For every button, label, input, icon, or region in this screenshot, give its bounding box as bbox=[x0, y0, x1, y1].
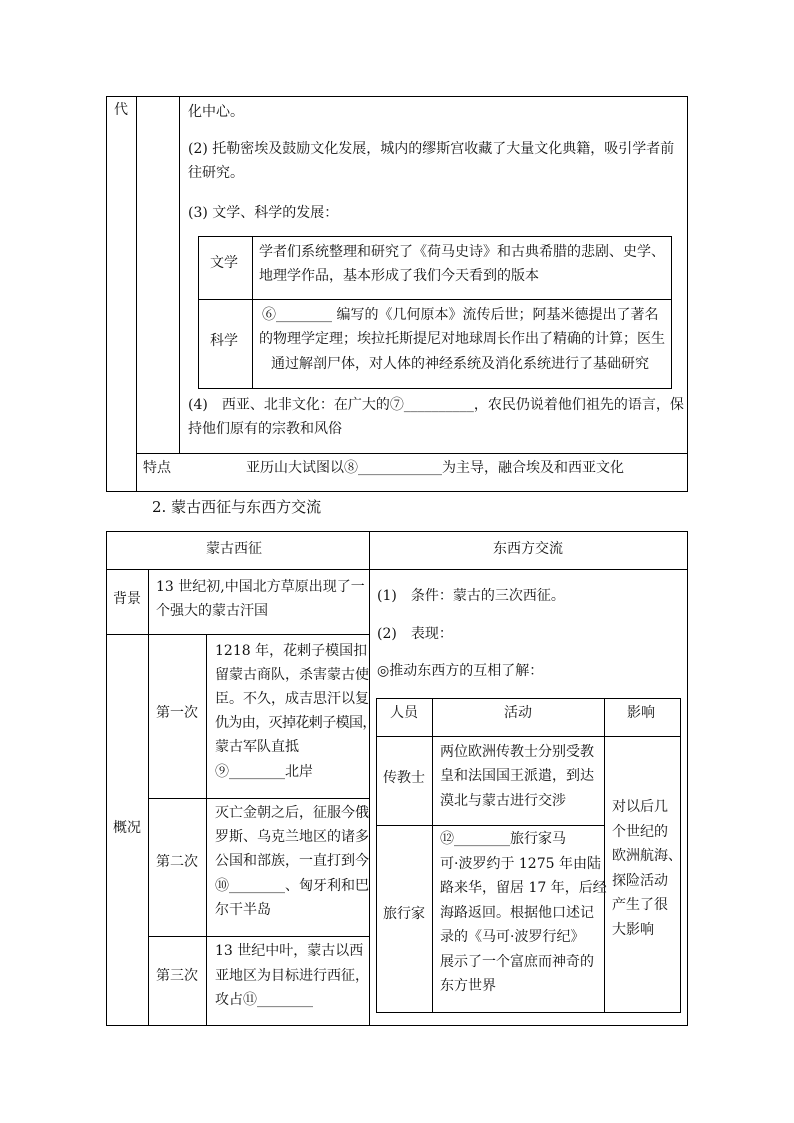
campaign-1-line: 留蒙古商队，杀害蒙古使 bbox=[215, 667, 369, 683]
col-person: 人员 bbox=[390, 705, 418, 721]
campaign-3-line: 攻占⑪________ bbox=[215, 992, 313, 1008]
activity-line: 录的《马可·波罗行纪》 bbox=[440, 929, 585, 945]
label-science: 科学 bbox=[210, 333, 238, 349]
label-feature: 特点 bbox=[143, 460, 171, 476]
activity-line: ⑫________旅行家马 bbox=[440, 831, 566, 847]
label-overview: 概况 bbox=[113, 820, 141, 836]
impact-line: 探险活动 bbox=[612, 873, 668, 889]
text-item-3: (3) 文学、科学的发展： bbox=[188, 205, 339, 221]
campaign-3-line: 亚地区为目标进行西征， bbox=[215, 968, 369, 984]
campaign-2-line: ⑩________、匈牙利和巴 bbox=[215, 878, 369, 894]
impact-line: 大影响 bbox=[612, 922, 654, 938]
campaign-1-line: ⑨________北岸 bbox=[215, 764, 313, 780]
activity-line: 两位欧洲传教士分别受教 bbox=[440, 744, 594, 760]
campaign-2-line: 灭亡金朝之后，征服今俄 bbox=[215, 805, 369, 821]
activity-line: 路来华，留居 17 年，后经 bbox=[440, 880, 607, 896]
campaign-1-line: 1218 年，花剌子模国扣 bbox=[215, 643, 368, 659]
campaign-2-line: 尔干半岛 bbox=[215, 902, 271, 918]
literature-line2: 地理学作品，基本形成了我们今天看到的版本 bbox=[259, 268, 539, 284]
person-missionary: 传教士 bbox=[383, 770, 425, 786]
section-title: 2. 蒙古西征与东西方交流 bbox=[152, 498, 322, 516]
campaign-2-line: 公国和部族，一直打到今 bbox=[215, 853, 369, 869]
activity-line: 展示了一个富庶而神奇的 bbox=[440, 954, 594, 970]
campaign-3-line: 13 世纪中叶，蒙古以西 bbox=[215, 943, 364, 959]
activity-line: 漠北与蒙古进行交涉 bbox=[440, 793, 566, 809]
label-literature: 文学 bbox=[210, 255, 238, 271]
label-background: 背景 bbox=[113, 591, 141, 607]
exchange-condition: (1) 条件：蒙古的三次西征。 bbox=[377, 588, 565, 604]
campaign-1-line: 臣。不久，成吉思汗以复 bbox=[215, 691, 369, 707]
activity-line: 可·波罗约于 1275 年由陆 bbox=[440, 856, 601, 872]
text-item-4-line2: 持他们原有的宗教和风俗 bbox=[188, 421, 342, 437]
background-line1: 13 世纪初,中国北方草原出现了一 bbox=[156, 579, 365, 595]
impact-line: 对以后几 bbox=[612, 799, 668, 815]
label-campaign-3: 第三次 bbox=[156, 968, 198, 984]
impact-line: 产生了很 bbox=[612, 897, 668, 913]
header-east-west-exchange: 东西方交流 bbox=[493, 541, 563, 557]
campaign-1-line: 蒙古军队直抵 bbox=[215, 739, 299, 755]
literature-line1: 学者们系统整理和研究了《荷马史诗》和古典希腊的悲剧、史学、 bbox=[259, 244, 665, 260]
science-line2: 的物理学定理；埃拉托斯提尼对地球周长作出了精确的计算；医生 bbox=[259, 331, 665, 347]
label-campaign-2: 第二次 bbox=[156, 854, 198, 870]
text-culture-center: 化中心。 bbox=[188, 104, 244, 120]
text-item-2-line1: (2) 托勒密埃及鼓励文化发展，城内的缪斯宫收藏了大量文化典籍，吸引学者前 bbox=[188, 141, 675, 157]
exchange-promote: ◎推动东西方的互相了解： bbox=[377, 663, 544, 679]
science-line1: ⑥________ 编写的《几何原本》流传后世；阿基米德提出了著名 bbox=[262, 307, 659, 323]
background-line2: 个强大的蒙古汗国 bbox=[156, 603, 268, 619]
campaign-2-line: 罗斯、乌克兰地区的诸多 bbox=[215, 829, 369, 845]
person-traveler: 旅行家 bbox=[383, 906, 425, 922]
text-item-4-line1: (4) 西亚、北非文化：在广大的⑦__________，农民仍说着他们祖先的语言，保 bbox=[188, 397, 684, 413]
header-mongol-campaigns: 蒙古西征 bbox=[206, 541, 262, 557]
label-campaign-1: 第一次 bbox=[156, 705, 198, 721]
campaign-1-line: 仇为由，灭掉花剌子模国， bbox=[215, 715, 376, 731]
activity-line: 皇和法国国王派遣，到达 bbox=[440, 768, 594, 784]
impact-line: 个世纪的 bbox=[612, 824, 668, 840]
science-line3: 通过解剖尸体，对人体的神经系统及消化系统进行了基础研究 bbox=[271, 356, 649, 372]
activity-line: 东方世界 bbox=[440, 978, 496, 994]
col-impact: 影响 bbox=[627, 705, 655, 721]
row-label-dai: 代 bbox=[114, 102, 128, 118]
text-feature: 亚历山大试图以⑧____________为主导，融合埃及和西亚文化 bbox=[246, 460, 624, 476]
activity-line: 海路返回。根据他口述记 bbox=[440, 905, 594, 921]
col-activity: 活动 bbox=[504, 705, 532, 721]
exchange-performance: (2) 表现： bbox=[377, 626, 453, 642]
text-item-2-line2: 往研究。 bbox=[188, 165, 244, 181]
impact-line: 欧洲航海、 bbox=[612, 848, 682, 864]
